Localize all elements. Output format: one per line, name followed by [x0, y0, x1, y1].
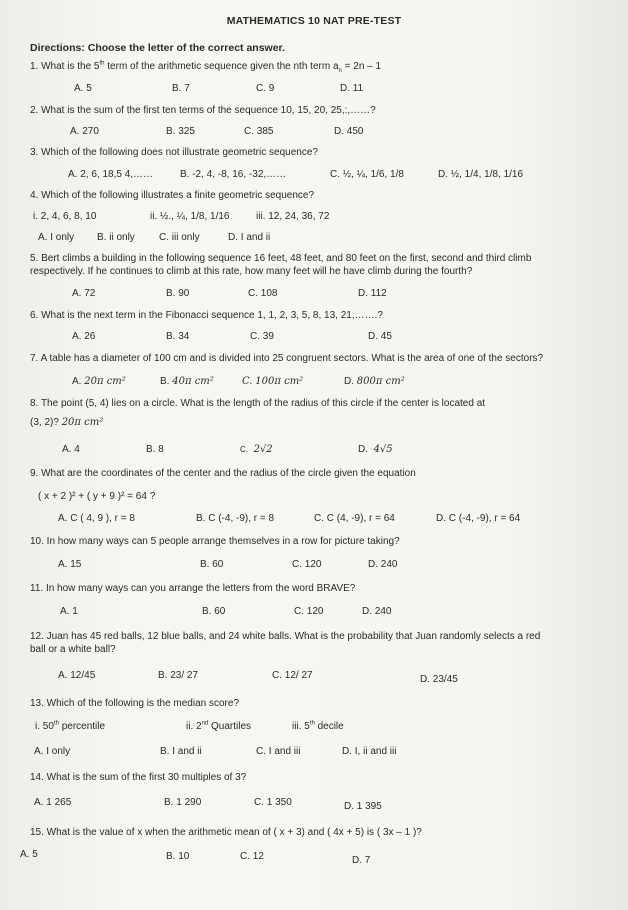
q11-option-b[interactable]: B. 60	[202, 606, 226, 617]
q3-option-c[interactable]: C. ½, ¼, 1/6, 1/8	[330, 169, 404, 180]
q7-option-b-math: 40π cm²	[172, 376, 214, 387]
question-13: 13. Which of the following is the median score?	[30, 698, 239, 709]
q7-option-c-math: 100π cm²	[255, 376, 304, 387]
q1-option-b[interactable]: B. 7	[172, 83, 190, 94]
q8-option-b[interactable]: B. 8	[146, 444, 164, 455]
q13-item-i: i. 50th percentile	[35, 720, 106, 732]
q13-option-b[interactable]: B. I and ii	[160, 746, 202, 757]
q14-option-a[interactable]: A. 1 265	[34, 797, 72, 808]
page-title: MATHEMATICS 10 NAT PRE-TEST	[226, 15, 402, 27]
q8-option-d-math: 4√5	[373, 444, 393, 455]
q7-option-d-math: 800π cm²	[356, 376, 405, 387]
q3-option-a[interactable]: A. 2, 6, 18,5 4,……	[68, 169, 154, 180]
q7-option-c[interactable]: C. 100π cm²	[242, 376, 304, 387]
q6-option-a[interactable]: A. 26	[72, 331, 96, 342]
question-1: 1. What is the 5th term of the arithmetic sequence given the nth term $a_n = 2n - 1$	[30, 60, 382, 74]
q7-option-a[interactable]: A. 20π cm²	[72, 376, 126, 387]
q6-option-b[interactable]: B. 34	[166, 331, 190, 342]
q10-option-c[interactable]: C. 120	[292, 559, 322, 570]
q2-option-d[interactable]: D. 450	[334, 126, 364, 137]
q13-option-a[interactable]: A. I only	[34, 746, 71, 757]
question-12: 12. Juan has 45 red balls, 12 blue balls, and 24 white balls. What is the probability that Juan randomly selects a red ball or a white ball?	[30, 631, 541, 655]
q14-option-d[interactable]: D. 1 395	[344, 801, 382, 812]
q4-item-i: i. 2, 4, 6, 8, 10	[33, 211, 97, 222]
q11-option-d[interactable]: D. 240	[362, 606, 392, 617]
question-10: 10. In how many ways can 5 people arrange themselves in a row for picture taking?	[30, 536, 400, 547]
q2-option-a[interactable]: A. 270	[70, 126, 99, 137]
q7-option-d[interactable]: D. 800π cm²	[344, 376, 405, 387]
q9-option-c[interactable]: C. C (4, -9), r = 64	[314, 513, 395, 524]
q12-option-a[interactable]: A. 12/45	[58, 670, 96, 681]
q4-item-iii: iii. 12, 24, 36, 72	[256, 211, 330, 222]
q9-option-d[interactable]: D. C (-4, -9), r = 64	[436, 513, 521, 524]
q13-item-iii: iii. 5th decile	[292, 720, 344, 732]
q9-option-a[interactable]: A. C ( 4, 9 ), r = 8	[58, 513, 135, 524]
directions: Directions: Choose the letter of the correct answer.	[30, 42, 285, 54]
q6-option-d[interactable]: D. 45	[368, 331, 392, 342]
q8-option-c-math: 2√2	[253, 444, 273, 455]
q2-option-b[interactable]: B. 325	[166, 126, 195, 137]
question-4: 4. Which of the following illustrates a finite geometric sequence?	[30, 190, 315, 201]
q5-option-c[interactable]: C. 108	[248, 288, 278, 299]
q3-option-d[interactable]: D. ½, 1/4, 1/8, 1/16	[438, 169, 524, 180]
q11-option-c[interactable]: C. 120	[294, 606, 324, 617]
q15-option-c[interactable]: C. 12	[240, 851, 264, 862]
q4-option-b[interactable]: B. ii only	[97, 232, 135, 243]
q6-option-c[interactable]: C. 39	[250, 331, 274, 342]
q5-option-d[interactable]: D. 112	[358, 288, 387, 299]
q15-option-d[interactable]: D. 7	[352, 855, 371, 866]
q4-option-c[interactable]: C. iii only	[159, 232, 200, 243]
q11-option-a[interactable]: A. 1	[60, 606, 78, 617]
q5-option-a[interactable]: A. 72	[72, 288, 96, 299]
question-6: 6. What is the next term in the Fibonacci sequence 1, 1, 2, 3, 5, 8, 13, 21,…….?	[30, 310, 383, 321]
q1-option-a[interactable]: A. 5	[74, 83, 92, 94]
q13-option-c[interactable]: C. I and iii	[256, 746, 301, 757]
q4-item-ii: ii. ½., ¼, 1/8, 1/16	[150, 211, 230, 222]
q7-option-a-math: 20π cm²	[84, 376, 126, 387]
question-8: 8. The point (5, 4) lies on a circle. What is the length of the radius of this circle if the center is located at (3, 2)? 20π cm²	[30, 398, 486, 428]
q12-option-b[interactable]: B. 23/ 27	[158, 670, 199, 681]
q2-option-c[interactable]: C. 385	[244, 126, 274, 137]
q9-equation: ( x + 2 )² + ( y + 9 )² = 64 ?	[38, 491, 156, 502]
q12-option-c[interactable]: C. 12/ 27	[272, 670, 313, 681]
question-5: 5. Bert climbs a building in the following sequence 16 feet, 48 feet, and 80 feet on the first, second and third climb respectively. If he continues to climb at this rate, how many feet will he have climb during the fourth?	[30, 253, 532, 277]
q12-option-d[interactable]: D. 23/45	[420, 674, 458, 685]
q15-option-a[interactable]: A. 5	[20, 849, 38, 860]
q13-option-d[interactable]: D. I, ii and iii	[342, 746, 397, 757]
question-14: 14. What is the sum of the first 30 multiples of 3?	[30, 772, 247, 783]
question-11: 11. In how many ways can you arrange the letters from the word BRAVE?	[30, 583, 356, 594]
q8-stem-math: 20π cm²	[61, 417, 104, 428]
q1-option-d[interactable]: D. 11	[340, 83, 364, 94]
q15-option-b[interactable]: B. 10	[166, 851, 190, 862]
q8-option-c[interactable]: C. 2√2	[240, 444, 273, 455]
q14-option-b[interactable]: B. 1 290	[164, 797, 202, 808]
q5-option-b[interactable]: B. 90	[166, 288, 190, 299]
q10-option-a[interactable]: A. 15	[58, 559, 82, 570]
question-15: 15. What is the value of x when the arithmetic mean of ( x + 3) and ( 4x + 5) is ( 3x – 1 )?	[30, 827, 422, 838]
question-3: 3. Which of the following does not illustrate geometric sequence?	[30, 147, 318, 158]
q9-option-b[interactable]: B. C (-4, -9), r = 8	[196, 513, 275, 524]
q3-option-b[interactable]: B. -2, 4, -8, 16, -32,……	[180, 169, 287, 180]
question-7: 7. A table has a diameter of 100 cm and is divided into 25 congruent sectors. What is the area of one of the sectors?	[30, 353, 544, 364]
q10-option-d[interactable]: D. 240	[368, 559, 398, 570]
question-9: 9. What are the coordinates of the center and the radius of the circle given the equation	[30, 468, 416, 479]
q13-item-ii: ii. 2nd Quartiles	[186, 720, 252, 732]
q8-option-d[interactable]: D. 4√5	[358, 444, 393, 455]
q4-option-d[interactable]: D. I and ii	[228, 232, 271, 243]
question-2: 2. What is the sum of the first ten terms of the sequence 10, 15, 20, 25,:,……?	[30, 105, 376, 116]
q14-option-c[interactable]: C. 1 350	[254, 797, 292, 808]
q10-option-b[interactable]: B. 60	[200, 559, 224, 570]
q1-option-c[interactable]: C. 9	[256, 83, 275, 94]
q4-option-a[interactable]: A. I only	[38, 232, 75, 243]
q8-option-a[interactable]: A. 4	[62, 444, 80, 455]
q7-option-b[interactable]: B. 40π cm²	[160, 376, 214, 387]
